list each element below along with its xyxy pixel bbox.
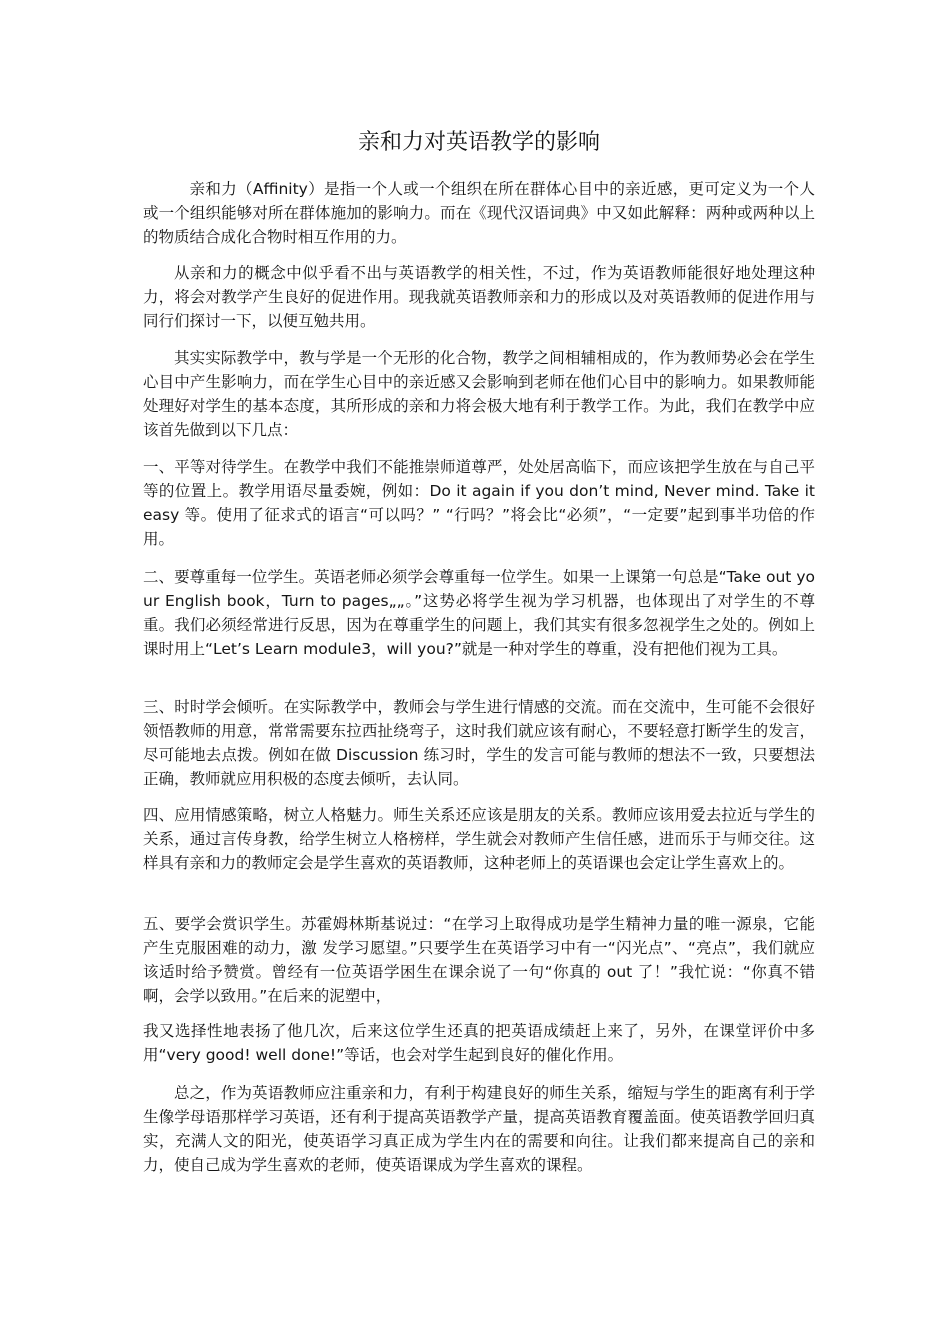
paragraph-point-3: 三、时时学会倾听。在实际教学中，教师会与学生进行情感的交流。而在交流中，生可能不会很好领悟教师的用意，常常需要东拉西扯绕弯子，这时我们就应该有耐心，不要轻意打断学生的发言，尽可能地去点拨。例如在做 Discussion 练习时，学生的发言可能与教师的想法不一致，只要想法正确，教师就应用积极的态度去倾听，去认同。 xyxy=(143,698,815,788)
paragraph-point-4: 四、应用情感策略，树立人格魅力。师生关系还应该是朋友的关系。教师应该用爱去拉近与学生的关系，通过言传身教，给学生树立人格榜样，学生就会对教师产生信任感，进而乐于与师交往。这样具有亲和力的教师定会是学生喜欢的英语教师，这种老师上的英语课也会定让学生喜欢上的。 xyxy=(143,806,815,872)
paragraph-point-5: 五、要学会赏识学生。苏霍姆林斯基说过：“在学习上取得成功是学生精神力量的唯一源泉，它能产生克服困难的动力，激 发学习愿望。”只要学生在英语学习中有一“闪光点”、“亮点”，我们就应该适时给予赞赏。曾经有一位英语学困生在课余说了一句“你真的 out 了！”我忙说：“你真不错啊，会学以致用。”在后来的泥塑中， xyxy=(143,915,815,1005)
paragraph-conclusion: 总之，作为英语教师应注重亲和力，有利于构建良好的师生关系，缩短与学生的距离有利于学生像学母语那样学习英语，还有利于提高英语教学产量，提高英语教育覆盖面。使英语教学回归真实，充满人文的阳光，使英语学习真正成为学生内在的需要和向往。让我们都来提高自己的亲和力，使自己成为学生喜欢的老师，使英语课成为学生喜欢的课程。 xyxy=(143,1084,815,1174)
paragraph-point-2: 二、要尊重每一位学生。英语老师必须学会尊重每一位学生。如果一上课第一句总是“Take out your English book，Turn to pages„„。”这势必将学生视为学习机器，也体现出了对学生的不尊重。我们必须经常进行反思，因为在尊重学生的问题上，我们其实有很多忽视学生之处的。例如上课时用上“Let’s Learn module3，will you?”就是一种对学生的尊重，没有把他们视为工具。 xyxy=(143,568,815,658)
paragraph-relevance: 从亲和力的概念中似乎看不出与英语教学的相关性，不过，作为英语教师能很好地处理这种力，将会对教学产生良好的促进作用。现我就英语教师亲和力的形成以及对英语教师的促进作用与同行们探讨一下，以便互勉共用。 xyxy=(143,264,815,330)
document-title: 亲和力对英语教学的影响 xyxy=(357,130,600,155)
paragraph-point-5-continued: 我又选择性地表扬了他几次，后来这位学生还真的把英语成绩赶上来了，另外，在课堂评价中多用“very good! well done!”等话，也会对学生起到良好的催化作用。 xyxy=(143,1022,815,1064)
paragraph-practice: 其实实际教学中，教与学是一个无形的化合物，教学之间相辅相成的，作为教师势必会在学生心目中产生影响力，而在学生心目中的亲近感又会影响到老师在他们心目中的影响力。如果教师能处理好对学生的基本态度，其所形成的亲和力将会极大地有利于教学工作。为此，我们在教学中应该首先做到以下几点： xyxy=(143,349,815,439)
paragraph-definition: 亲和力（Affinity）是指一个人或一个组织在所在群体心目中的亲近感，更可定义为一个人或一个组织能够对所在群体施加的影响力。而在《现代汉语词典》中又如此解释：两种或两种以上的物质结合成化合物时相互作用的力。 xyxy=(143,180,815,246)
paragraph-point-1: 一、平等对待学生。在教学中我们不能推崇师道尊严，处处居高临下，而应该把学生放在与自己平等的位置上。教学用语尽量委婉，例如：Do it again if you don’t mind, Never mind. Take it easy 等。使用了征求式的语言“可以吗？” “行吗？”将会比“必须”，“一定要”起到事半功倍的作用。 xyxy=(143,458,815,548)
